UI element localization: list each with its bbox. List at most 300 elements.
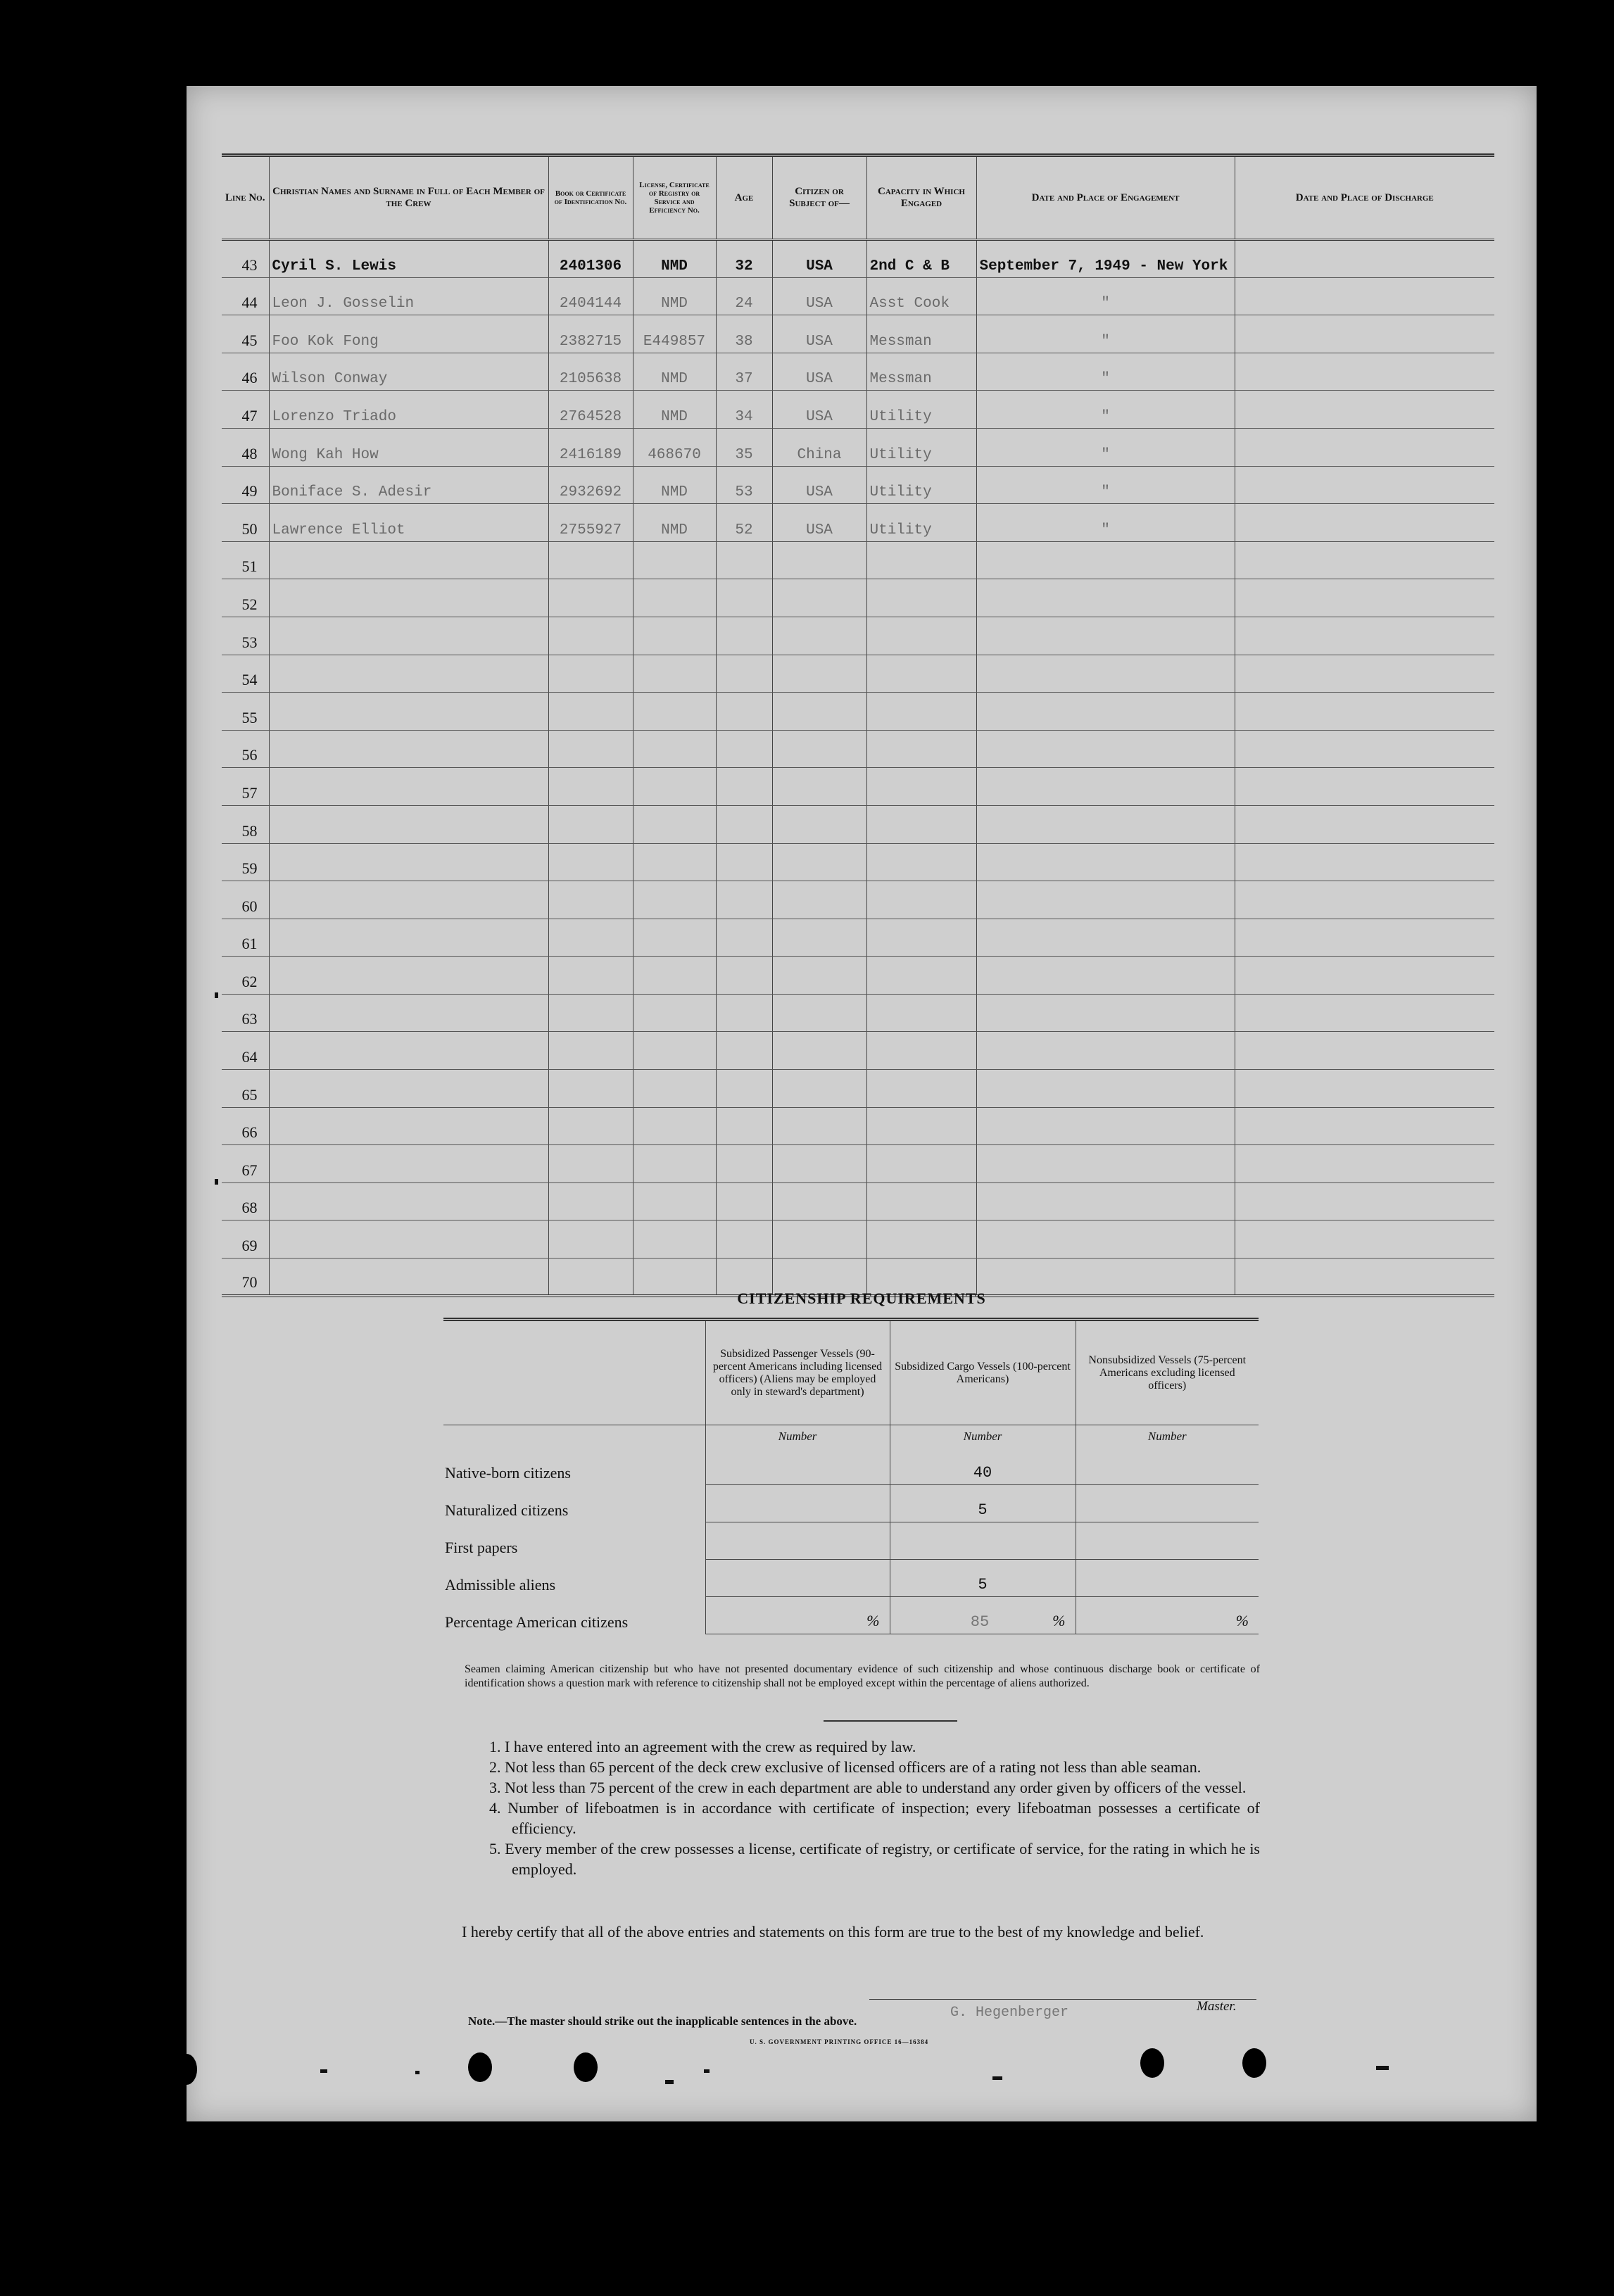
statement-list [489,1736,1260,1879]
line-no-cell: 50 [222,504,269,542]
row-label: Admissible aliens [445,1575,556,1594]
punch-hole [1140,2048,1164,2078]
name-cell: Cyril S. Lewis [269,240,548,278]
line-no-cell: 48 [222,428,269,466]
license-cell [633,1182,716,1220]
crew-row [222,805,1494,843]
header-age: Age [716,156,772,240]
license-cell [633,881,716,919]
capacity-cell: 2nd C & B [866,240,976,278]
book-cell [548,1070,633,1108]
engagement-cell [976,994,1235,1032]
col-nonsubsidized: Nonsubsidized Vessels (75-percent Americans excluding licensed officers) [1076,1320,1259,1425]
header-citizen: Citizen or Subject of— [772,156,866,240]
age-cell [716,994,772,1032]
name-cell: Lawrence Elliot [269,504,548,542]
discharge-cell [1235,693,1494,731]
license-cell: 468670 [633,428,716,466]
crew-row [222,579,1494,617]
citizen-cell [772,994,866,1032]
value-cell [705,1485,890,1522]
discharge-cell [1235,1070,1494,1108]
punch-hole [176,2054,197,2085]
value-cell: 5 [890,1560,1076,1597]
age-cell: 52 [716,504,772,542]
citizen-cell: USA [772,391,866,429]
discharge-cell [1235,466,1494,504]
capacity-cell [866,994,976,1032]
book-cell: 2932692 [548,466,633,504]
seamen-note: Seamen claiming American citizenship but who have not presented documentary evidence of such citizenship and whose continuous discharge book or certificate of identification shows a question mark with reference to citizenship shall not be employed except within the percentage of aliens authorized. [465,1663,1260,1689]
line-no-cell: 49 [222,466,269,504]
speck [1376,2066,1389,2070]
line-no-cell: 47 [222,391,269,429]
book-cell [548,693,633,731]
crew-row [222,240,1494,278]
discharge-cell [1235,805,1494,843]
capacity-cell [866,1145,976,1183]
discharge-cell [1235,391,1494,429]
value-cell [1076,1522,1259,1560]
book-cell [548,1182,633,1220]
citizen-cell: USA [772,315,866,353]
engagement-cell [976,1070,1235,1108]
license-cell: E449857 [633,315,716,353]
engagement-cell: " [976,353,1235,391]
name-cell [269,541,548,579]
citizen-cell: USA [772,466,866,504]
col-subsidized-passenger: Subsidized Passenger Vessels (90-percent Americans including licensed officers) (Aliens may be employed only in steward's department) [705,1320,890,1425]
book-cell [548,919,633,957]
name-cell [269,1070,548,1108]
citizen-cell [772,881,866,919]
capacity-cell: Asst Cook [866,277,976,315]
book-cell [548,994,633,1032]
license-cell [633,730,716,768]
license-cell [633,541,716,579]
master-signature: G. Hegenberger [950,2005,1069,2021]
name-cell: Lorenzo Triado [269,391,548,429]
citizenship-corner [443,1320,705,1425]
citizenship-table [443,1318,1259,1634]
crew-row [222,504,1494,542]
punch-hole [574,2052,598,2082]
license-cell: NMD [633,466,716,504]
citizen-cell [772,843,866,881]
engagement-cell: " [976,428,1235,466]
capacity-cell [866,617,976,655]
name-cell [269,655,548,693]
crew-row [222,768,1494,806]
discharge-cell [1235,730,1494,768]
engagement-cell: " [976,466,1235,504]
discharge-cell [1235,1220,1494,1259]
statement-item: 4. Number of lifeboatmen is in accordance with certificate of inspection; every lifeboatman possesses a certificate of efficiency. [489,1799,1260,1837]
capacity-cell: Messman [866,315,976,353]
master-note: Note.—The master should strike out the inapplicable sentences in the above. [468,2014,857,2028]
name-cell [269,1107,548,1145]
engagement-cell [976,1032,1235,1070]
age-cell [716,1070,772,1108]
discharge-cell [1235,843,1494,881]
license-cell: NMD [633,240,716,278]
crew-row [222,843,1494,881]
row-label: First papers [445,1538,518,1556]
line-no-cell: 55 [222,693,269,731]
crew-row [222,1182,1494,1220]
age-cell [716,541,772,579]
discharge-cell [1235,428,1494,466]
crew-row [222,919,1494,957]
name-cell [269,994,548,1032]
crew-row [222,1220,1494,1259]
crew-table-header [222,156,1494,240]
header-book: Book or Certificate of Identification No. [548,156,633,240]
col-subsidized-cargo: Subsidized Cargo Vessels (100-percent Americans) [890,1320,1076,1425]
line-no-cell: 46 [222,353,269,391]
engagement-cell [976,919,1235,957]
book-cell: 2105638 [548,353,633,391]
citizen-cell [772,1107,866,1145]
capacity-cell: Utility [866,428,976,466]
discharge-cell [1235,277,1494,315]
line-no-cell: 69 [222,1220,269,1259]
license-cell [633,617,716,655]
age-cell [716,881,772,919]
discharge-cell [1235,655,1494,693]
discharge-cell [1235,1107,1494,1145]
name-cell: Wong Kah How [269,428,548,466]
citizenship-title: CITIZENSHIP REQUIREMENTS [737,1289,986,1307]
book-cell: 2382715 [548,315,633,353]
engagement-cell [976,693,1235,731]
book-cell [548,957,633,995]
name-cell [269,843,548,881]
license-cell [633,919,716,957]
age-cell [716,957,772,995]
crew-table-body [222,240,1494,1297]
book-cell [548,1220,633,1259]
percentage-cell: 85 % [890,1597,1076,1634]
discharge-cell [1235,768,1494,806]
discharge-cell [1235,994,1494,1032]
age-cell: 35 [716,428,772,466]
age-cell [716,1182,772,1220]
discharge-cell [1235,541,1494,579]
discharge-cell [1235,957,1494,995]
speck [992,2076,1002,2080]
discharge-cell [1235,1182,1494,1220]
row-label: Percentage American citizens [445,1613,629,1631]
line-no-cell: 58 [222,805,269,843]
engagement-cell [976,957,1235,995]
license-cell: NMD [633,277,716,315]
book-cell [548,541,633,579]
engagement-cell [976,730,1235,768]
crew-row [222,655,1494,693]
engagement-cell [976,1182,1235,1220]
citizenship-row-percentage [443,1597,1259,1634]
license-cell: NMD [633,353,716,391]
citizen-cell [772,805,866,843]
percentage-cell: % [705,1597,890,1634]
capacity-cell [866,881,976,919]
age-cell: 24 [716,277,772,315]
license-cell [633,655,716,693]
engagement-cell [976,655,1235,693]
engagement-cell: " [976,391,1235,429]
license-cell [633,1220,716,1259]
citizen-cell: USA [772,504,866,542]
value-cell [1076,1560,1259,1597]
citizenship-row [443,1485,1259,1522]
capacity-cell [866,693,976,731]
crew-row [222,693,1494,731]
statement-item: 1. I have entered into an agreement with the crew as required by law. [489,1738,916,1755]
license-cell [633,957,716,995]
value-cell [705,1522,890,1560]
row-label: Naturalized citizens [445,1501,569,1519]
statement-item: 3. Not less than 75 percent of the crew in each department are able to understand any order given by officers of the vessel. [489,1779,1247,1796]
percentage-cell: % [1076,1597,1259,1634]
name-cell [269,805,548,843]
crew-row [222,617,1494,655]
discharge-cell [1235,1032,1494,1070]
license-cell [633,693,716,731]
license-cell [633,1070,716,1108]
line-no-cell: 52 [222,579,269,617]
punch-hole [468,2052,492,2082]
discharge-cell [1235,240,1494,278]
name-cell [269,768,548,806]
citizen-cell: USA [772,240,866,278]
row-label: Native-born citizens [445,1463,571,1482]
book-cell [548,1107,633,1145]
age-cell: 37 [716,353,772,391]
license-cell [633,1145,716,1183]
engagement-cell [976,1107,1235,1145]
header-names: Christian Names and Surname in Full of Each Member of the Crew [269,156,548,240]
speck [704,2069,710,2073]
line-no-cell: 57 [222,768,269,806]
engagement-cell [976,617,1235,655]
crew-row [222,1032,1494,1070]
crew-row [222,1107,1494,1145]
book-cell: 2404144 [548,277,633,315]
crew-row [222,353,1494,391]
capacity-cell: Utility [866,504,976,542]
capacity-cell: Messman [866,353,976,391]
line-no-cell: 51 [222,541,269,579]
citizen-cell [772,1145,866,1183]
citizen-cell [772,1070,866,1108]
header-discharge: Date and Place of Discharge [1235,156,1494,240]
capacity-cell [866,1220,976,1259]
capacity-cell [866,919,976,957]
name-cell [269,579,548,617]
capacity-cell [866,1107,976,1145]
license-cell: NMD [633,391,716,429]
value-cell: 5 [890,1485,1076,1522]
crew-row [222,428,1494,466]
name-cell [269,919,548,957]
name-cell: Wilson Conway [269,353,548,391]
certification-text: I hereby certify that all of the above entries and statements on this form are true to the best of my knowledge and belief. [462,1923,1204,1941]
printer-imprint: U. S. GOVERNMENT PRINTING OFFICE 16—16384 [750,2038,929,2045]
license-cell [633,994,716,1032]
crew-row [222,1145,1494,1183]
age-cell [716,1032,772,1070]
crew-row [222,541,1494,579]
capacity-cell: Utility [866,466,976,504]
line-no-cell: 61 [222,919,269,957]
line-no-cell: 60 [222,881,269,919]
capacity-cell [866,730,976,768]
discharge-cell [1235,504,1494,542]
discharge-cell [1235,579,1494,617]
engagement-cell: " [976,277,1235,315]
book-cell: 2755927 [548,504,633,542]
value-cell [705,1448,890,1485]
citizen-cell [772,1182,866,1220]
license-cell [633,1107,716,1145]
age-cell [716,579,772,617]
capacity-cell [866,843,976,881]
crew-row [222,315,1494,353]
crew-row [222,1070,1494,1108]
citizen-cell [772,655,866,693]
citizen-cell [772,919,866,957]
divider [824,1720,957,1722]
citizen-cell: China [772,428,866,466]
line-no-cell: 64 [222,1032,269,1070]
age-cell: 34 [716,391,772,429]
line-no-cell: 66 [222,1107,269,1145]
line-no-cell: 56 [222,730,269,768]
age-cell: 32 [716,240,772,278]
discharge-cell [1235,1145,1494,1183]
number-label: Number [705,1425,890,1448]
citizen-cell [772,693,866,731]
discharge-cell [1235,315,1494,353]
speck [215,992,218,998]
value-cell [705,1560,890,1597]
header-license: License, Certificate of Registry or Service and Efficiency No. [633,156,716,240]
capacity-cell [866,957,976,995]
discharge-cell [1235,919,1494,957]
citizen-cell [772,730,866,768]
book-cell [548,1032,633,1070]
number-label-row [443,1425,1259,1448]
age-cell [716,805,772,843]
book-cell [548,617,633,655]
crew-row [222,730,1494,768]
master-label: Master. [1197,1999,1237,2014]
book-cell [548,579,633,617]
age-cell [716,843,772,881]
capacity-cell [866,655,976,693]
engagement-cell: " [976,504,1235,542]
value-cell [1076,1485,1259,1522]
line-no-cell: 53 [222,617,269,655]
citizen-cell [772,617,866,655]
line-no-cell: 67 [222,1145,269,1183]
name-cell [269,617,548,655]
crew-row [222,277,1494,315]
book-cell: 2764528 [548,391,633,429]
name-cell [269,881,548,919]
line-no-cell: 43 [222,240,269,278]
line-no-cell: 59 [222,843,269,881]
speck [415,2071,420,2074]
engagement-cell [976,881,1235,919]
age-cell [716,617,772,655]
age-cell [716,693,772,731]
line-no-cell: 68 [222,1182,269,1220]
crew-row [222,957,1494,995]
name-cell [269,1182,548,1220]
citizen-cell: USA [772,277,866,315]
name-cell [269,1145,548,1183]
citizen-cell [772,579,866,617]
citizen-cell [772,1220,866,1259]
capacity-cell [866,768,976,806]
discharge-cell [1235,353,1494,391]
value-cell [1076,1448,1259,1485]
header-engagement: Date and Place of Engagement [976,156,1235,240]
name-cell: Boniface S. Adesir [269,466,548,504]
citizen-cell [772,768,866,806]
license-cell: NMD [633,504,716,542]
capacity-cell [866,805,976,843]
engagement-cell [976,1145,1235,1183]
age-cell [716,919,772,957]
capacity-cell [866,1032,976,1070]
speck [665,2080,674,2084]
citizenship-row [443,1522,1259,1560]
book-cell: 2401306 [548,240,633,278]
crew-row [222,466,1494,504]
number-label: Number [890,1425,1076,1448]
engagement-cell [976,805,1235,843]
line-no-cell: 63 [222,994,269,1032]
age-cell [716,730,772,768]
book-cell [548,1145,633,1183]
number-label: Number [1076,1425,1259,1448]
value-cell: 40 [890,1448,1076,1485]
engagement-cell [976,541,1235,579]
value-cell [890,1522,1076,1560]
capacity-cell [866,541,976,579]
license-cell [633,805,716,843]
citizenship-row [443,1448,1259,1485]
license-cell [633,843,716,881]
license-cell [633,1032,716,1070]
line-no-cell: 62 [222,957,269,995]
crew-list-table [222,153,1494,1297]
statement-item: 5. Every member of the crew possesses a license, certificate of registry, or certificate of service, for the rating in which he is employed. [489,1840,1260,1878]
engagement-cell: September 7, 1949 - New York [976,240,1235,278]
name-cell: Foo Kok Fong [269,315,548,353]
capacity-cell: Utility [866,391,976,429]
name-cell [269,1032,548,1070]
citizen-cell [772,1032,866,1070]
capacity-cell [866,1182,976,1220]
engagement-cell [976,579,1235,617]
book-cell: 2416189 [548,428,633,466]
speck [215,1179,218,1185]
book-cell [548,655,633,693]
